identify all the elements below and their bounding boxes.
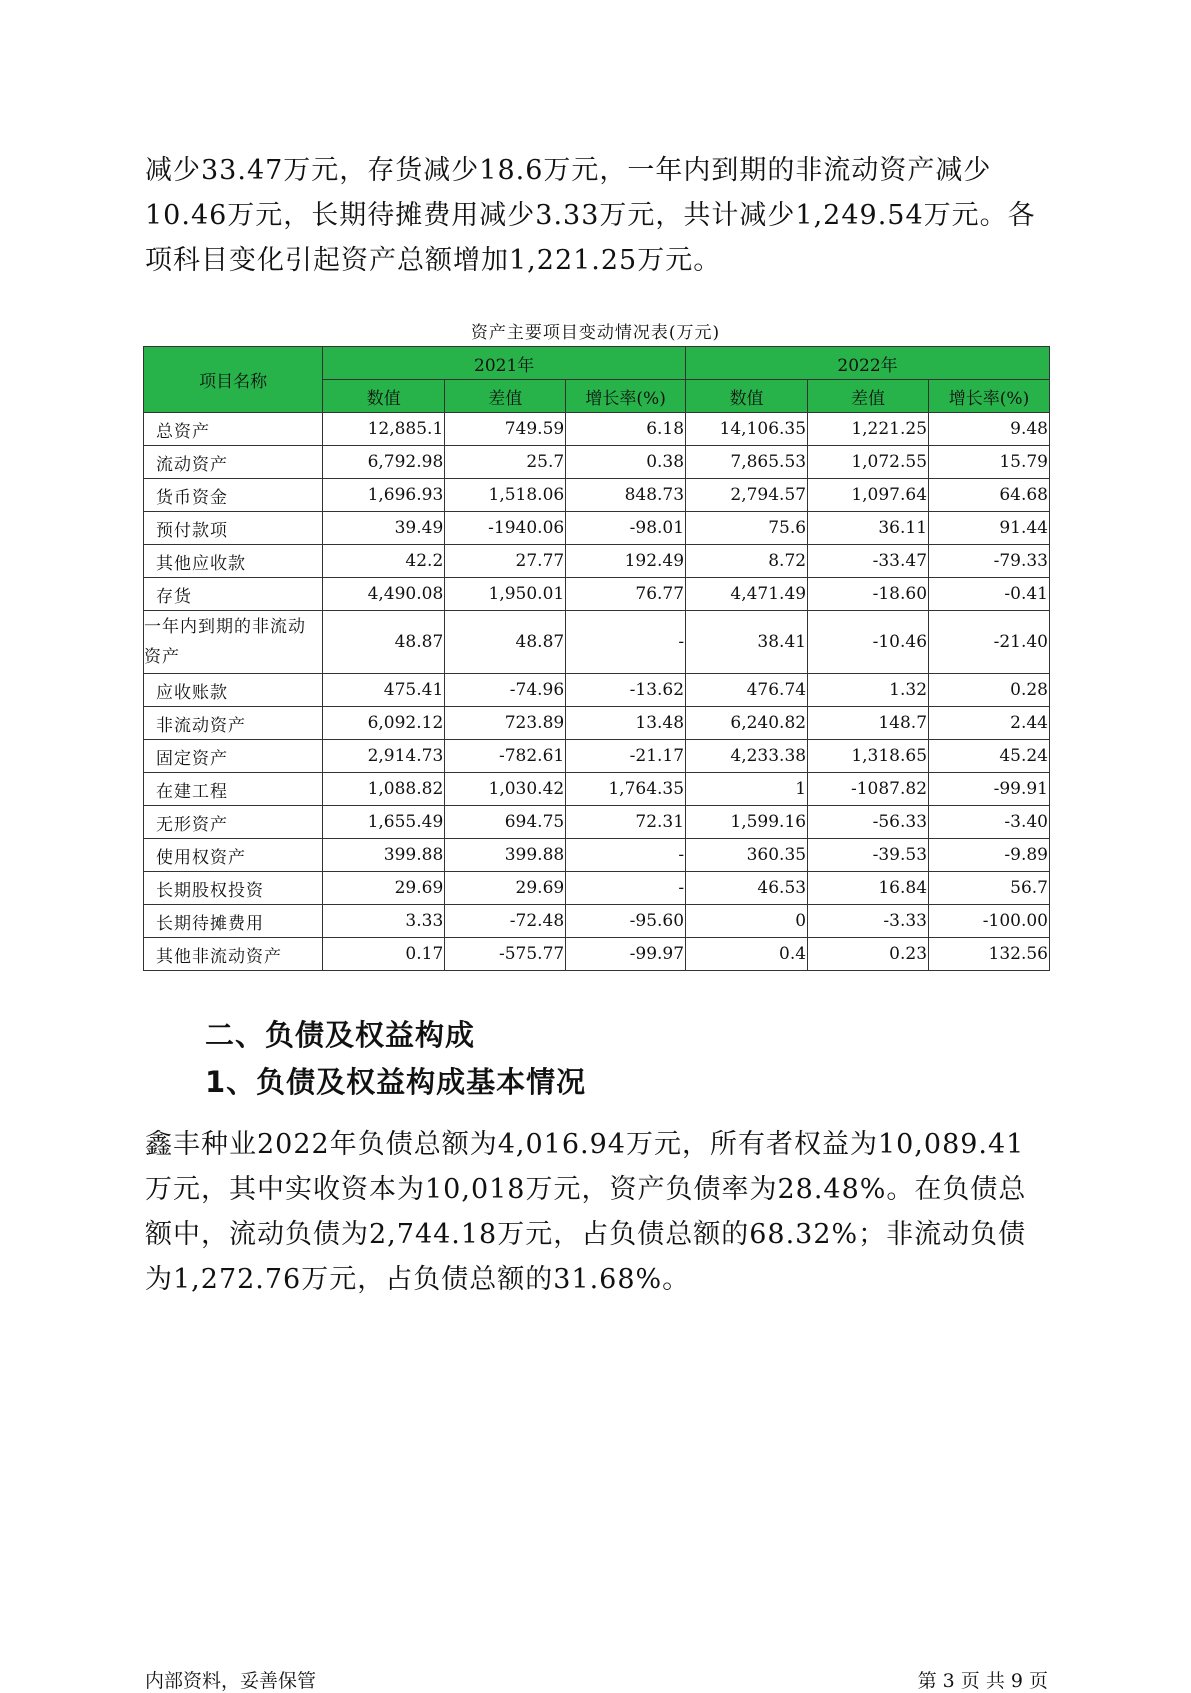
row-value-cell: 6,092.12 (323, 707, 445, 740)
row-value-cell: 3.33 (323, 905, 445, 938)
row-value-cell: -99.91 (929, 773, 1050, 806)
row-value-cell: 13.48 (566, 707, 686, 740)
row-value-cell: 399.88 (445, 839, 566, 872)
row-item-name: 非流动资产 (144, 707, 323, 740)
row-value-cell: 42.2 (323, 545, 445, 578)
row-value-cell: -21.17 (566, 740, 686, 773)
row-value-cell: 91.44 (929, 512, 1050, 545)
table-row (144, 578, 1050, 611)
row-value-cell: 1,518.06 (445, 479, 566, 512)
row-value-cell: - (566, 872, 686, 905)
row-value-cell: 36.11 (808, 512, 929, 545)
sub-header-growth: 增长率(%) (566, 380, 686, 413)
row-value-cell: 2,794.57 (686, 479, 808, 512)
section-heading: 二、负债及权益构成 (205, 1018, 476, 1052)
table-row (144, 479, 1050, 512)
table-row (144, 740, 1050, 773)
sub-header-value: 数值 (686, 380, 808, 413)
row-value-cell: 64.68 (929, 479, 1050, 512)
row-value-cell: -3.33 (808, 905, 929, 938)
row-value-cell: 0.23 (808, 938, 929, 971)
row-value-cell: 76.77 (566, 578, 686, 611)
row-value-cell: 1,950.01 (445, 578, 566, 611)
row-item-name: 无形资产 (144, 806, 323, 839)
row-value-cell: 6.18 (566, 413, 686, 446)
row-value-cell: -3.40 (929, 806, 1050, 839)
row-item-name: 总资产 (144, 413, 323, 446)
row-value-cell: 29.69 (323, 872, 445, 905)
row-value-cell: 29.69 (445, 872, 566, 905)
table-row (144, 806, 1050, 839)
subsection-heading: 1、负债及权益构成基本情况 (205, 1065, 587, 1099)
row-value-cell: -56.33 (808, 806, 929, 839)
intro-paragraph: 减少33.47万元，存货减少18.6万元，一年内到期的非流动资产减少10.46万元，长期待摊费用减少3.33万元，共计减少1,249.54万元。各项科目变化引起资产总额增加1,221.25万元。 (145, 155, 1036, 276)
table-row (144, 545, 1050, 578)
table-row (144, 707, 1050, 740)
footer-page-number: 第 3 页 共 9 页 (917, 1670, 1048, 1692)
row-value-cell: -575.77 (445, 938, 566, 971)
row-value-cell: 16.84 (808, 872, 929, 905)
row-value-cell: 46.53 (686, 872, 808, 905)
row-value-cell: -10.46 (808, 611, 929, 674)
row-value-cell: - (566, 611, 686, 674)
row-value-cell: 475.41 (323, 674, 445, 707)
table-row (144, 674, 1050, 707)
row-value-cell: 38.41 (686, 611, 808, 674)
row-item-name: 其他非流动资产 (144, 938, 323, 971)
row-item-name: 应收账款 (144, 674, 323, 707)
row-item-name: 固定资产 (144, 740, 323, 773)
row-value-cell: 848.73 (566, 479, 686, 512)
row-value-cell: 1,072.55 (808, 446, 929, 479)
table-row (144, 413, 1050, 446)
row-value-cell: 1,696.93 (323, 479, 445, 512)
year-header-2021: 2021年 (323, 347, 686, 380)
table-row (144, 512, 1050, 545)
row-value-cell: 75.6 (686, 512, 808, 545)
item-name-header: 项目名称 (144, 347, 323, 413)
row-value-cell: 4,471.49 (686, 578, 808, 611)
table-row (144, 905, 1050, 938)
asset-change-table (143, 346, 1050, 971)
row-item-name: 其他应收款 (144, 545, 323, 578)
row-value-cell: 7,865.53 (686, 446, 808, 479)
row-value-cell: -79.33 (929, 545, 1050, 578)
row-value-cell: -1087.82 (808, 773, 929, 806)
row-value-cell: -100.00 (929, 905, 1050, 938)
table-row (144, 872, 1050, 905)
row-value-cell: -39.53 (808, 839, 929, 872)
row-value-cell: 4,233.38 (686, 740, 808, 773)
row-item-name: 长期股权投资 (144, 872, 323, 905)
sub-header-value: 数值 (323, 380, 445, 413)
row-value-cell: 39.49 (323, 512, 445, 545)
row-value-cell: 48.87 (445, 611, 566, 674)
sub-header-diff: 差值 (445, 380, 566, 413)
row-value-cell: 72.31 (566, 806, 686, 839)
row-value-cell: 45.24 (929, 740, 1050, 773)
sub-header-diff: 差值 (808, 380, 929, 413)
table-body (144, 413, 1050, 971)
row-value-cell: 1,097.64 (808, 479, 929, 512)
row-value-cell: 1 (686, 773, 808, 806)
row-value-cell: 0.28 (929, 674, 1050, 707)
row-value-cell: 0.38 (566, 446, 686, 479)
row-value-cell: -99.97 (566, 938, 686, 971)
row-value-cell: 1,088.82 (323, 773, 445, 806)
row-value-cell: 14,106.35 (686, 413, 808, 446)
row-value-cell: 1,599.16 (686, 806, 808, 839)
row-item-name: 一年内到期的非流动资产 (144, 611, 323, 674)
row-value-cell: 694.75 (445, 806, 566, 839)
row-value-cell: 1,318.65 (808, 740, 929, 773)
row-value-cell: 1,655.49 (323, 806, 445, 839)
row-value-cell: 0 (686, 905, 808, 938)
row-value-cell: - (566, 839, 686, 872)
row-value-cell: 12,885.1 (323, 413, 445, 446)
row-value-cell: 56.7 (929, 872, 1050, 905)
row-value-cell: 723.89 (445, 707, 566, 740)
row-value-cell: 476.74 (686, 674, 808, 707)
row-value-cell: 0.4 (686, 938, 808, 971)
row-value-cell: 0.17 (323, 938, 445, 971)
row-value-cell: 749.59 (445, 413, 566, 446)
row-value-cell: 27.77 (445, 545, 566, 578)
row-value-cell: -33.47 (808, 545, 929, 578)
row-value-cell: 399.88 (323, 839, 445, 872)
row-value-cell: 4,490.08 (323, 578, 445, 611)
row-value-cell: 15.79 (929, 446, 1050, 479)
row-value-cell: 6,792.98 (323, 446, 445, 479)
row-value-cell: -98.01 (566, 512, 686, 545)
row-value-cell: -0.41 (929, 578, 1050, 611)
row-value-cell: -13.62 (566, 674, 686, 707)
row-value-cell: 8.72 (686, 545, 808, 578)
row-value-cell: 2,914.73 (323, 740, 445, 773)
row-item-name: 货币资金 (144, 479, 323, 512)
table-row (144, 611, 1050, 674)
sub-header-growth: 增长率(%) (929, 380, 1050, 413)
row-value-cell: -18.60 (808, 578, 929, 611)
row-item-name: 在建工程 (144, 773, 323, 806)
table-caption: 资产主要项目变动情况表(万元) (470, 323, 721, 343)
row-value-cell: 360.35 (686, 839, 808, 872)
row-value-cell: 192.49 (566, 545, 686, 578)
row-value-cell: -74.96 (445, 674, 566, 707)
row-value-cell: 148.7 (808, 707, 929, 740)
row-value-cell: 1.32 (808, 674, 929, 707)
liability-paragraph: 鑫丰种业2022年负债总额为4,016.94万元，所有者权益为10,089.41万元，其中实收资本为10,018万元，资产负债率为28.48%。在负债总额中，流动负债为2,744.18万元，占负债总额的68.32%；非流动负债为1,272.76万元，占负债总额的31.68%。 (145, 1129, 1027, 1295)
row-value-cell: 132.56 (929, 938, 1050, 971)
row-value-cell: 25.7 (445, 446, 566, 479)
row-value-cell: 6,240.82 (686, 707, 808, 740)
row-value-cell: -72.48 (445, 905, 566, 938)
year-header-2022: 2022年 (686, 347, 1050, 380)
row-value-cell: 1,764.35 (566, 773, 686, 806)
row-value-cell: 2.44 (929, 707, 1050, 740)
row-value-cell: -21.40 (929, 611, 1050, 674)
row-value-cell: -782.61 (445, 740, 566, 773)
table-row (144, 938, 1050, 971)
row-value-cell: 48.87 (323, 611, 445, 674)
table-row (144, 839, 1050, 872)
row-item-name: 存货 (144, 578, 323, 611)
table-row (144, 446, 1050, 479)
row-item-name: 流动资产 (144, 446, 323, 479)
row-value-cell: -9.89 (929, 839, 1050, 872)
row-item-name: 预付款项 (144, 512, 323, 545)
table-row (144, 773, 1050, 806)
row-value-cell: -95.60 (566, 905, 686, 938)
row-value-cell: 9.48 (929, 413, 1050, 446)
row-value-cell: -1940.06 (445, 512, 566, 545)
footer-confidential-note: 内部资料，妥善保管 (145, 1670, 317, 1692)
row-value-cell: 1,030.42 (445, 773, 566, 806)
row-item-name: 使用权资产 (144, 839, 323, 872)
row-value-cell: 1,221.25 (808, 413, 929, 446)
row-item-name: 长期待摊费用 (144, 905, 323, 938)
